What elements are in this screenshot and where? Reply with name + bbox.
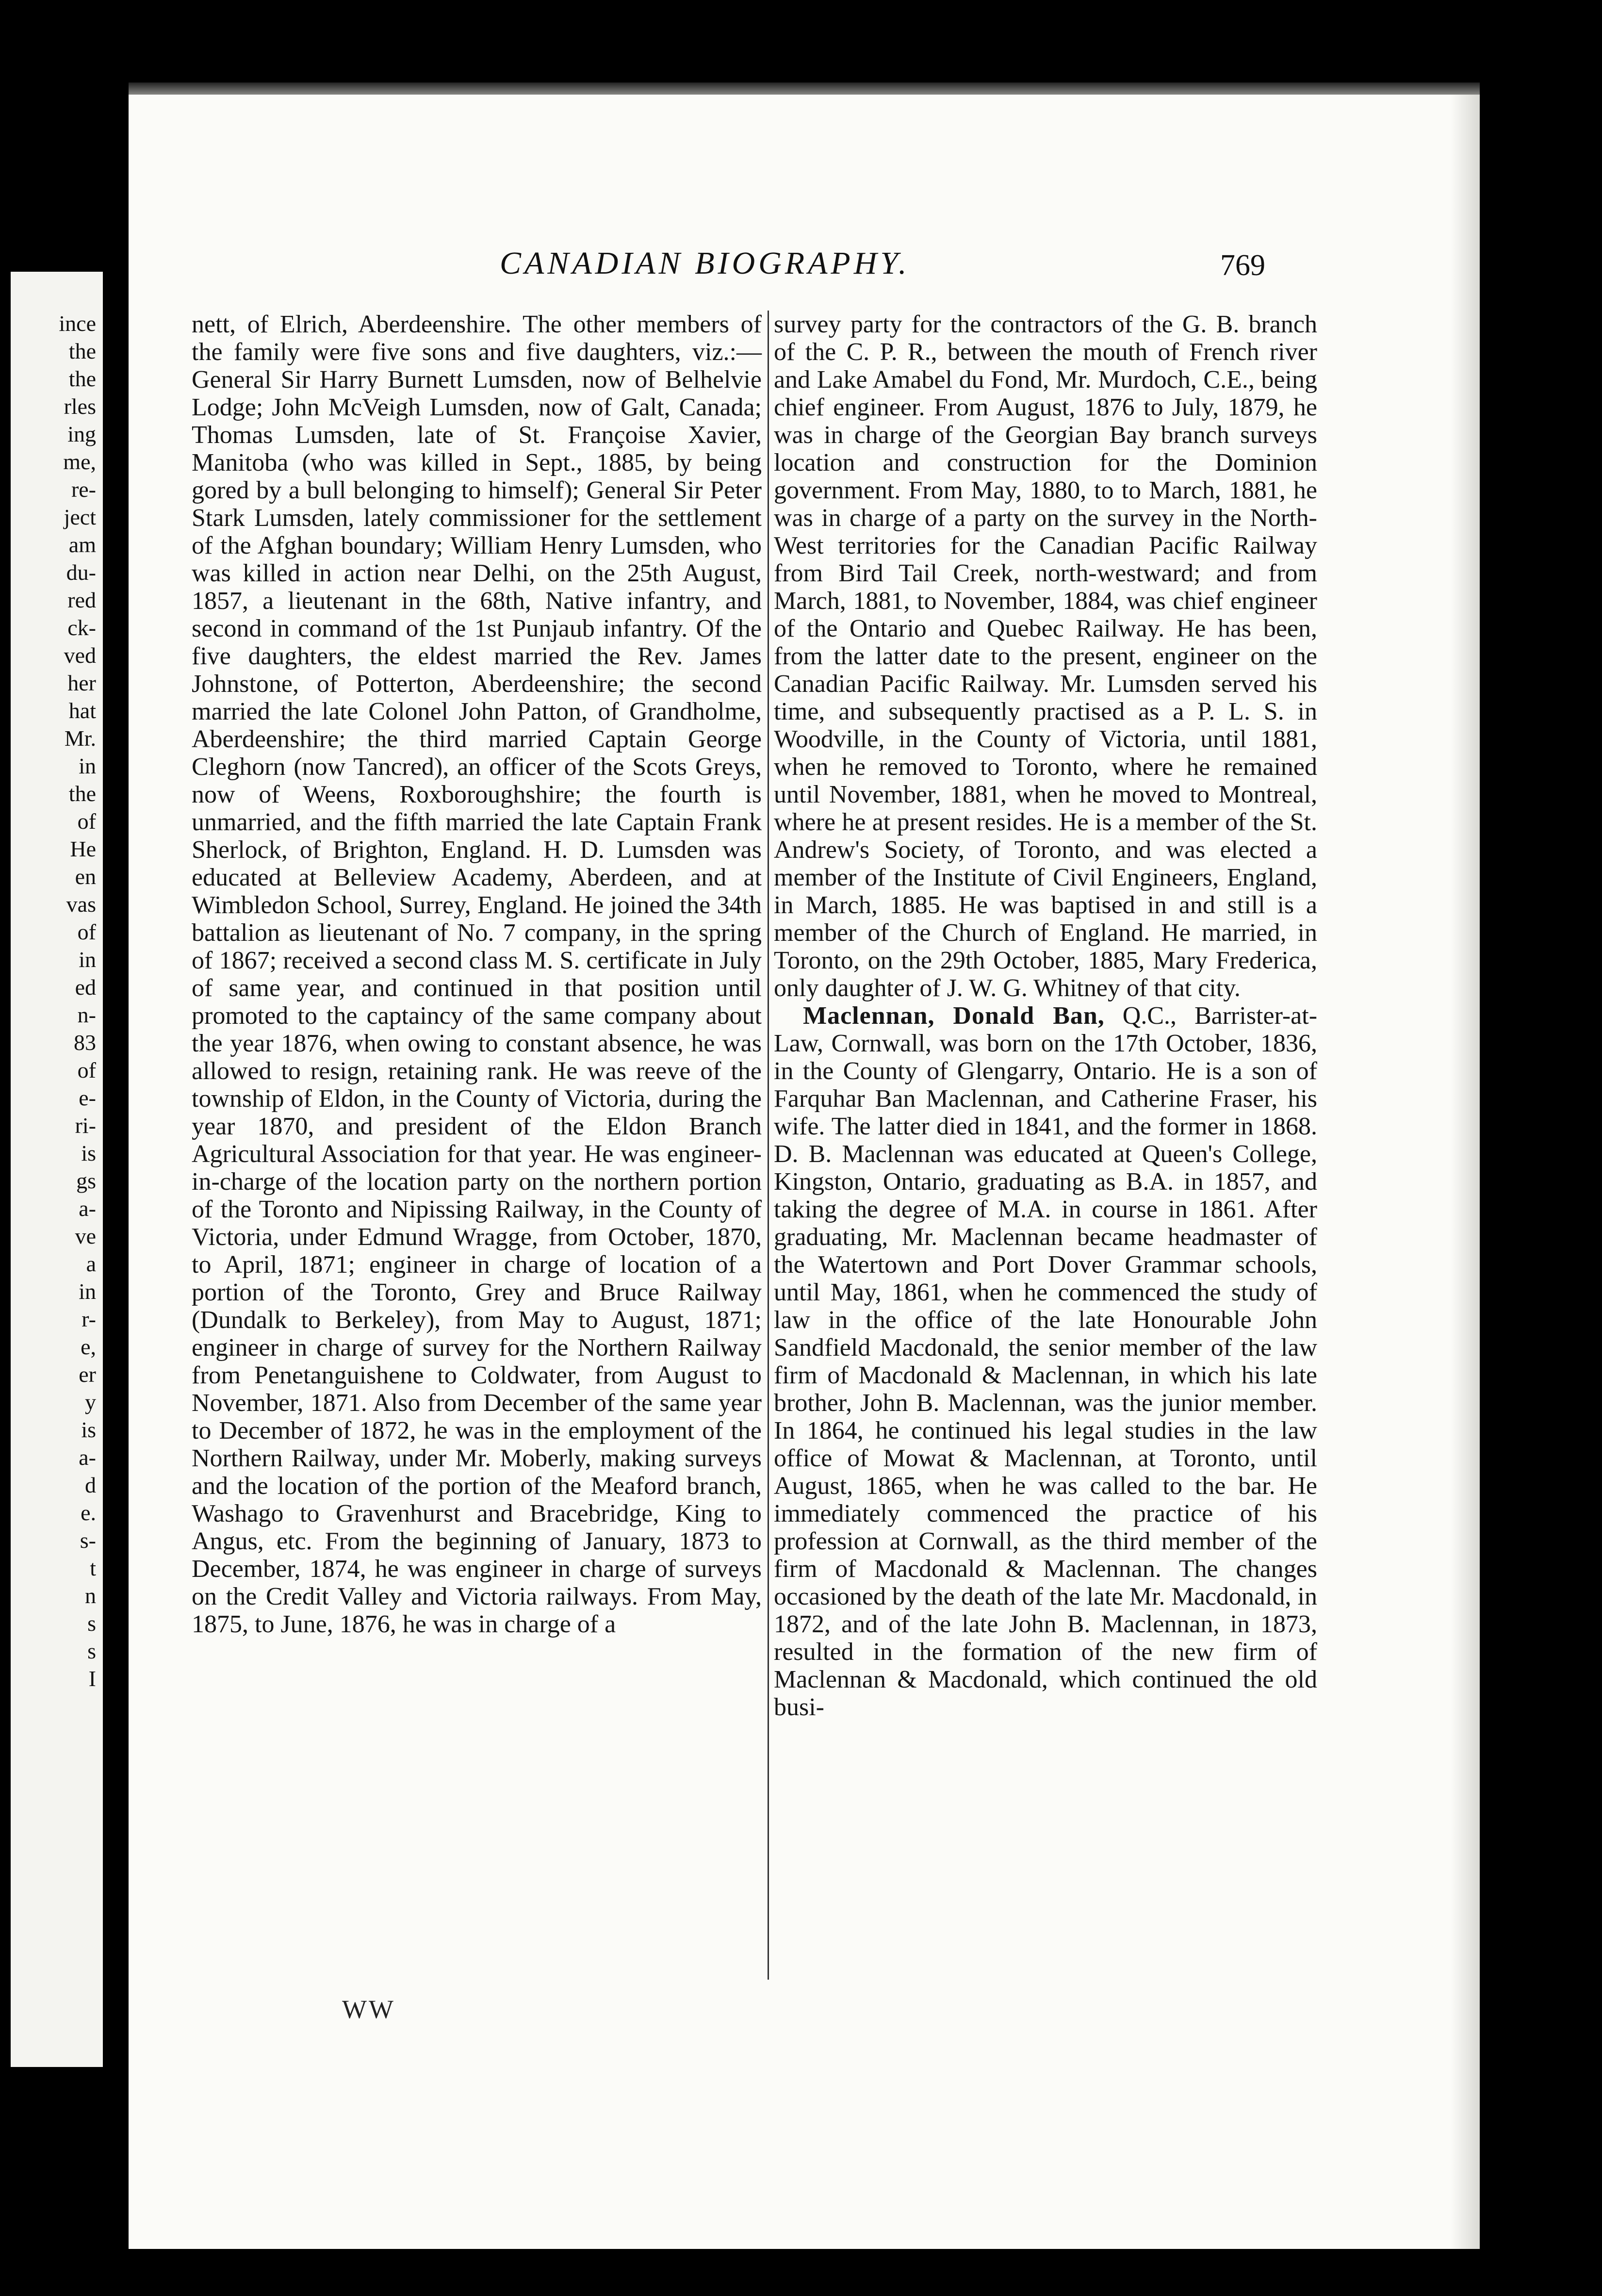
running-head: CANADIAN BIOGRAPHY. bbox=[500, 246, 910, 281]
left-column-text: nett, of Elrich, Aberdeenshire. The other members of the family were five sons and five daughters, viz.:—General Sir Harry Burnett Lumsden, now of Belhelvie Lodge; John McVeigh Lumsden, now of Galt, Canada; Thomas Lumsden, late of St. Françoise Xavier, Manitoba (who was killed in Sept., 1885, by being gored by a bull belonging to himself); General Sir Peter Stark Lumsden, lately commissioner for the settlement of the Afghan boundary; William Henry Lumsden, who was killed in action near Delhi, on the 25th August, 1857, a lieutenant in the 68th, Native infantry, and second in command of the 1st Punjaub infantry. Of the five daughters, the eldest married the Rev. James Johnstone, of Potterton, Aberdeenshire; the second married the late Colonel John Patton, of Grandholme, Aberdeenshire; the third married Captain George Cleghorn (now Tancred), an officer of the Scots Greys, now of Weens, Roxboroughshire; the fourth is unmarried, and the fifth married the late Captain Frank Sherlock, of Brighton, England. H. D. Lumsden was educated at Belleview Academy, Aberdeen, and at Wimbledon School, Surrey, England. He joined the 34th battalion as lieutenant of No. 7 company, in the spring of 1867; received a second class M. S. certificate in July of same year, and continued in that position until promoted to the captaincy of the same company about the year 1876, when owing to constant absence, he was allowed to resign, retaining rank. He was reeve of the township of Eldon, in the County of Victoria, during the year 1870, and president of the Eldon Branch Agricultural Association for that year. He was engineer-in-charge of the location party on the northern portion of the Toronto and Nipissing Railway, in the County of Victoria, under Edmund Wragge, from October, 1870, to April, 1871; engineer in charge of location of a portion of the Toronto, Grey and Bruce Railway (Dundalk to Berkeley), from May to August, 1871; engineer in charge of survey for the Northern Railway from Penetanguishene to Coldwater, from August to November, 1871. Also from December of the same year to December of 1872, he was in the employment of the Northern Railway, under Mr. Moberly, making surveys and the location of the portion of the Meaford branch, Washago to Gravenhurst and Bracebridge, King to Angus, etc. From the beginning of January, 1873 to December, 1874, he was engineer in charge of surveys on the Credit Valley and Victoria railways. From May, 1875, to June, 1876, he was in charge of a bbox=[192, 311, 762, 1638]
entry-text: Q.C., Barrister-at-Law, Cornwall, was born on the 17th October, 1836, in the County of Glengarry, Ontario. He is a son of Farquhar Ban Maclennan, and Catherine Fraser, his wife. The latter died in 1841, and the former in 1868. D. B. Maclennan was educated at Queen's College, Kingston, Ontario, graduating as B.A. in 1857, and taking the degree of M.A. in course in 1861. After graduating, Mr. Maclennan became headmaster of the Watertown and Port Dover Grammar schools, until May, 1861, when he commenced the study of law in the office of the late Honourable John Sandfield Macdonald, the senior member of the law firm of Macdonald & Maclennan, in which his late brother, John B. Maclennan, was the junior member. In 1864, he continued his legal studies in the law office of Mowat & Maclennan, at Toronto, until August, 1865, when he was called to the bar. He immediately commenced the practice of his profession at Cornwall, as the third member of the firm of Macdonald & Maclennan. The changes occasioned by the death of the late Mr. Macdonald, in 1872, and of the late John B. Maclennan, in 1873, resulted in the formation of the new firm of Maclennan & Macdonald, which continued the old busi- bbox=[774, 1002, 1318, 1721]
margin-fragment: n- bbox=[77, 1002, 96, 1027]
margin-fragment: rles bbox=[64, 394, 96, 419]
margin-fragment: e, bbox=[81, 1334, 96, 1359]
margin-fragment: Mr. bbox=[64, 726, 96, 751]
margin-fragment: I bbox=[88, 1666, 96, 1691]
margin-fragment: s- bbox=[80, 1528, 96, 1553]
left-column bbox=[192, 311, 762, 1638]
facing-page-margin bbox=[11, 272, 103, 2067]
margin-fragment: hat bbox=[68, 698, 96, 723]
page-right-edge bbox=[1451, 95, 1480, 2249]
margin-fragment: gs bbox=[76, 1168, 96, 1193]
margin-fragment: ince bbox=[59, 311, 96, 336]
biography-entry bbox=[774, 1002, 1317, 1721]
margin-fragment: ject bbox=[64, 505, 96, 529]
signature-mark: WW bbox=[342, 1995, 395, 2024]
margin-fragment: y bbox=[85, 1390, 96, 1414]
margin-fragment: a- bbox=[79, 1196, 96, 1221]
margin-fragment: of bbox=[77, 919, 96, 944]
margin-fragment: du- bbox=[66, 560, 96, 585]
margin-fragment: er bbox=[79, 1362, 96, 1387]
margin-fragment: s bbox=[87, 1639, 96, 1663]
margin-fragment: r- bbox=[82, 1307, 96, 1331]
margin-fragment: He bbox=[70, 836, 96, 861]
margin-fragment: of bbox=[77, 809, 96, 834]
margin-fragment: the bbox=[68, 366, 96, 391]
margin-fragment: e- bbox=[79, 1085, 96, 1110]
margin-fragment: ved bbox=[64, 643, 96, 668]
margin-fragment: ve bbox=[75, 1224, 96, 1248]
margin-fragment: ing bbox=[67, 422, 96, 446]
margin-fragment: s bbox=[87, 1611, 96, 1636]
margin-fragment: vas bbox=[66, 892, 96, 917]
margin-fragment: n bbox=[85, 1583, 96, 1608]
margin-fragment: t bbox=[90, 1556, 96, 1580]
margin-fragment: the bbox=[68, 339, 96, 363]
margin-fragment: in bbox=[79, 754, 96, 778]
margin-fragment: re- bbox=[71, 477, 96, 502]
right-column bbox=[774, 311, 1317, 1721]
margin-fragment: am bbox=[68, 532, 96, 557]
entry-name: Maclennan, Donald Ban, bbox=[803, 1002, 1105, 1030]
margin-fragment: in bbox=[79, 1279, 96, 1304]
margin-fragment: ed bbox=[75, 975, 96, 1000]
margin-fragment: en bbox=[75, 864, 96, 889]
margin-fragment: her bbox=[67, 671, 96, 695]
margin-fragment: ri- bbox=[75, 1113, 96, 1138]
margin-fragment: is bbox=[81, 1141, 96, 1165]
margin-fragment: of bbox=[77, 1058, 96, 1082]
page-number: 769 bbox=[1220, 249, 1265, 282]
margin-fragment: red bbox=[67, 588, 96, 612]
column-rule bbox=[768, 311, 769, 1980]
margin-fragment: is bbox=[81, 1417, 96, 1442]
margin-fragment: d bbox=[85, 1473, 96, 1497]
margin-fragment: the bbox=[68, 781, 96, 806]
margin-fragment: in bbox=[79, 947, 96, 972]
right-column-continued-text: survey party for the contractors of the G. B. branch of the C. P. R., between the mouth of French river and Lake Amabel du Fond, Mr. Murdoch, C.E., being chief engineer. From August, 1876 to July, 1879, he was in charge of the Georgian Bay branch surveys location and construction for the Dominion government. From May, 1880, to to March, 1881, he was in charge of a party on the survey in the North-West territories for the Canadian Pacific Railway from Bird Tail Creek, north-westward; and from March, 1881, to November, 1884, was chief engineer of the Ontario and Quebec Railway. He has been, from the latter date to the present, engineer on the Canadian Pacific Railway. Mr. Lumsden served his time, and subsequently practised as a P. L. S. in Woodville, in the County of Victoria, until 1881, when he removed to Toronto, where he remained until November, 1881, when he moved to Montreal, where he at present resides. He is a member of the St. Andrew's Society, of Toronto, and was elected a member of the Institute of Civil Engineers, England, in March, 1885. He was baptised in and still is a member of the Church of England. He married, in Toronto, on the 29th October, 1885, Mary Frederica, only daughter of J. W. G. Whitney of that city. bbox=[774, 311, 1317, 1002]
margin-fragment: a- bbox=[79, 1445, 96, 1470]
margin-fragment: 83 bbox=[74, 1030, 96, 1055]
margin-fragment: ck- bbox=[67, 615, 96, 640]
margin-fragment: e. bbox=[81, 1500, 96, 1525]
margin-fragment: a bbox=[86, 1251, 96, 1276]
margin-fragment: me, bbox=[63, 449, 96, 474]
